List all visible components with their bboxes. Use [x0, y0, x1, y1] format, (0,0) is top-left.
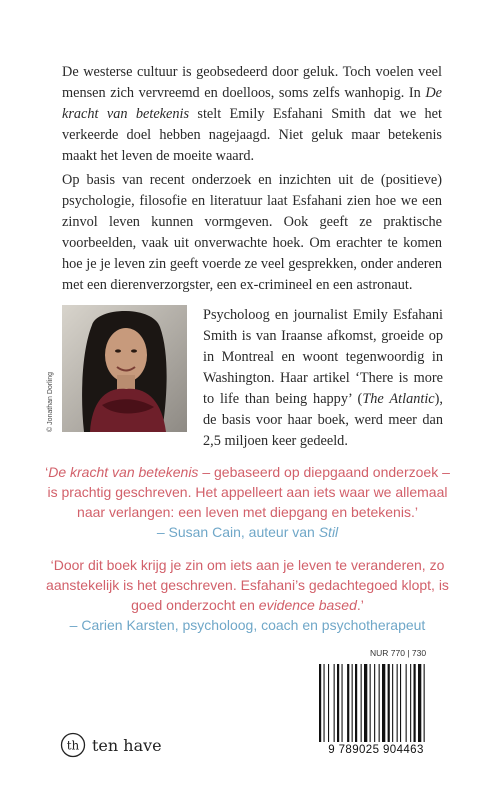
quote-1-text: – gebaseerd op diepgaand onderzoek – is prachtig geschreven. Het appelleert aan iets waar we allemaal naar verlangen: een leven met diepgang en betekenis.’	[47, 464, 450, 520]
barcode-bar	[337, 664, 339, 742]
barcode-bar	[364, 664, 367, 742]
barcode-bar	[352, 664, 353, 742]
barcode-bar	[334, 664, 335, 742]
barcode-bar	[342, 664, 343, 742]
second-paragraph: Op basis van recent onderzoek en inzichten uit de (positieve) psychologie, filosofie en literatuur laat Esfahani zien hoe we een zinvol leven kunnen vormgeven. Ook geeft ze praktische voorbeelden, vaak uit onverwachte hoek. Om erachter te komen hoe je je leven zin geeft voerde ze veel gesprekken, onder anderen met een dierenverzorgster, een ex-crimineel en een astronaut.	[62, 172, 442, 293]
publisher-logo	[60, 732, 162, 758]
barcode-bar	[388, 664, 390, 742]
isbn-number: 9 789025 904463	[328, 744, 424, 756]
quote-1-attribution	[40, 522, 455, 542]
publisher-monogram-icon	[60, 732, 86, 758]
quote-2-end: .’	[356, 597, 364, 613]
barcode-bar	[347, 664, 349, 742]
barcode-bar	[328, 664, 329, 742]
nur-code: NUR 770 | 730	[370, 648, 427, 658]
barcode-bar	[370, 664, 371, 742]
book-title-italic: De kracht van betekenis	[62, 85, 442, 122]
attribution-italic: Stil	[318, 524, 339, 540]
barcode-bar	[414, 664, 416, 742]
barcode-bar	[374, 664, 375, 742]
quote-title-italic: De kracht van betekenis	[48, 464, 199, 480]
author-photo	[62, 305, 187, 432]
barcode-bar	[379, 664, 380, 742]
quote-open-mark: ‘	[45, 464, 49, 480]
barcode-bar	[324, 664, 325, 742]
bio-text-end: ), de basis voor haar boek, werd meer dan 2,5 miljoen keer gedeeld.	[203, 391, 443, 449]
quote-2-italic: evidence based	[258, 597, 357, 613]
monogram-text: th	[66, 738, 80, 753]
barcode-bar	[397, 664, 398, 742]
barcode-bar	[361, 664, 362, 742]
barcode-bar	[406, 664, 407, 742]
barcode	[313, 662, 437, 744]
bio-text-start: Psycholoog en journalist Emily Esfahani Smith is van Iraanse afkomst, groeide op in Montreal en woont tegenwoordig in Washington. Haar artikel ‘There is more to life than being happy’ (	[203, 307, 443, 407]
review-quote-2	[40, 555, 455, 635]
barcode-bar	[382, 664, 385, 742]
barcode-bar	[319, 664, 321, 742]
attribution-text: – Susan Cain, auteur van	[156, 524, 319, 540]
quote-2-attribution: – Carien Karsten, psycholoog, coach en psychotherapeut	[69, 617, 426, 633]
barcode-bar	[355, 664, 357, 742]
author-bio	[203, 305, 443, 452]
barcode-bar	[400, 664, 401, 742]
barcode-bar	[424, 664, 425, 742]
intro-text-start: De westerse cultuur is geobsedeerd door geluk. Toch voelen veel mensen zich vervreemd en doelloos, soms zelfs wanhopig. In	[62, 64, 442, 101]
intro-text-end: stelt Emily Esfahani Smith dat we het verkeerde doel hebben nagejaagd. Niet geluk maar betekenis maakt het leven de moeite waard.	[62, 106, 442, 164]
photo-credit: © Jonathan Dorling	[47, 371, 54, 432]
intro-paragraph	[62, 62, 442, 167]
barcode-graphic	[313, 662, 437, 744]
publication-italic: The Atlantic	[362, 391, 435, 407]
barcode-bar	[410, 664, 411, 742]
barcode-bar	[418, 664, 421, 742]
quote-2-text: ‘Door dit boek krijg je zin om iets aan je leven te veranderen, zo aanstekelijk is het geschreven. Esfahani’s gedachtegoed klopt, is goed onderzocht en	[46, 557, 449, 613]
barcode-bar	[392, 664, 393, 742]
publisher-name: ten have	[92, 735, 162, 755]
review-quote-1	[40, 462, 455, 542]
